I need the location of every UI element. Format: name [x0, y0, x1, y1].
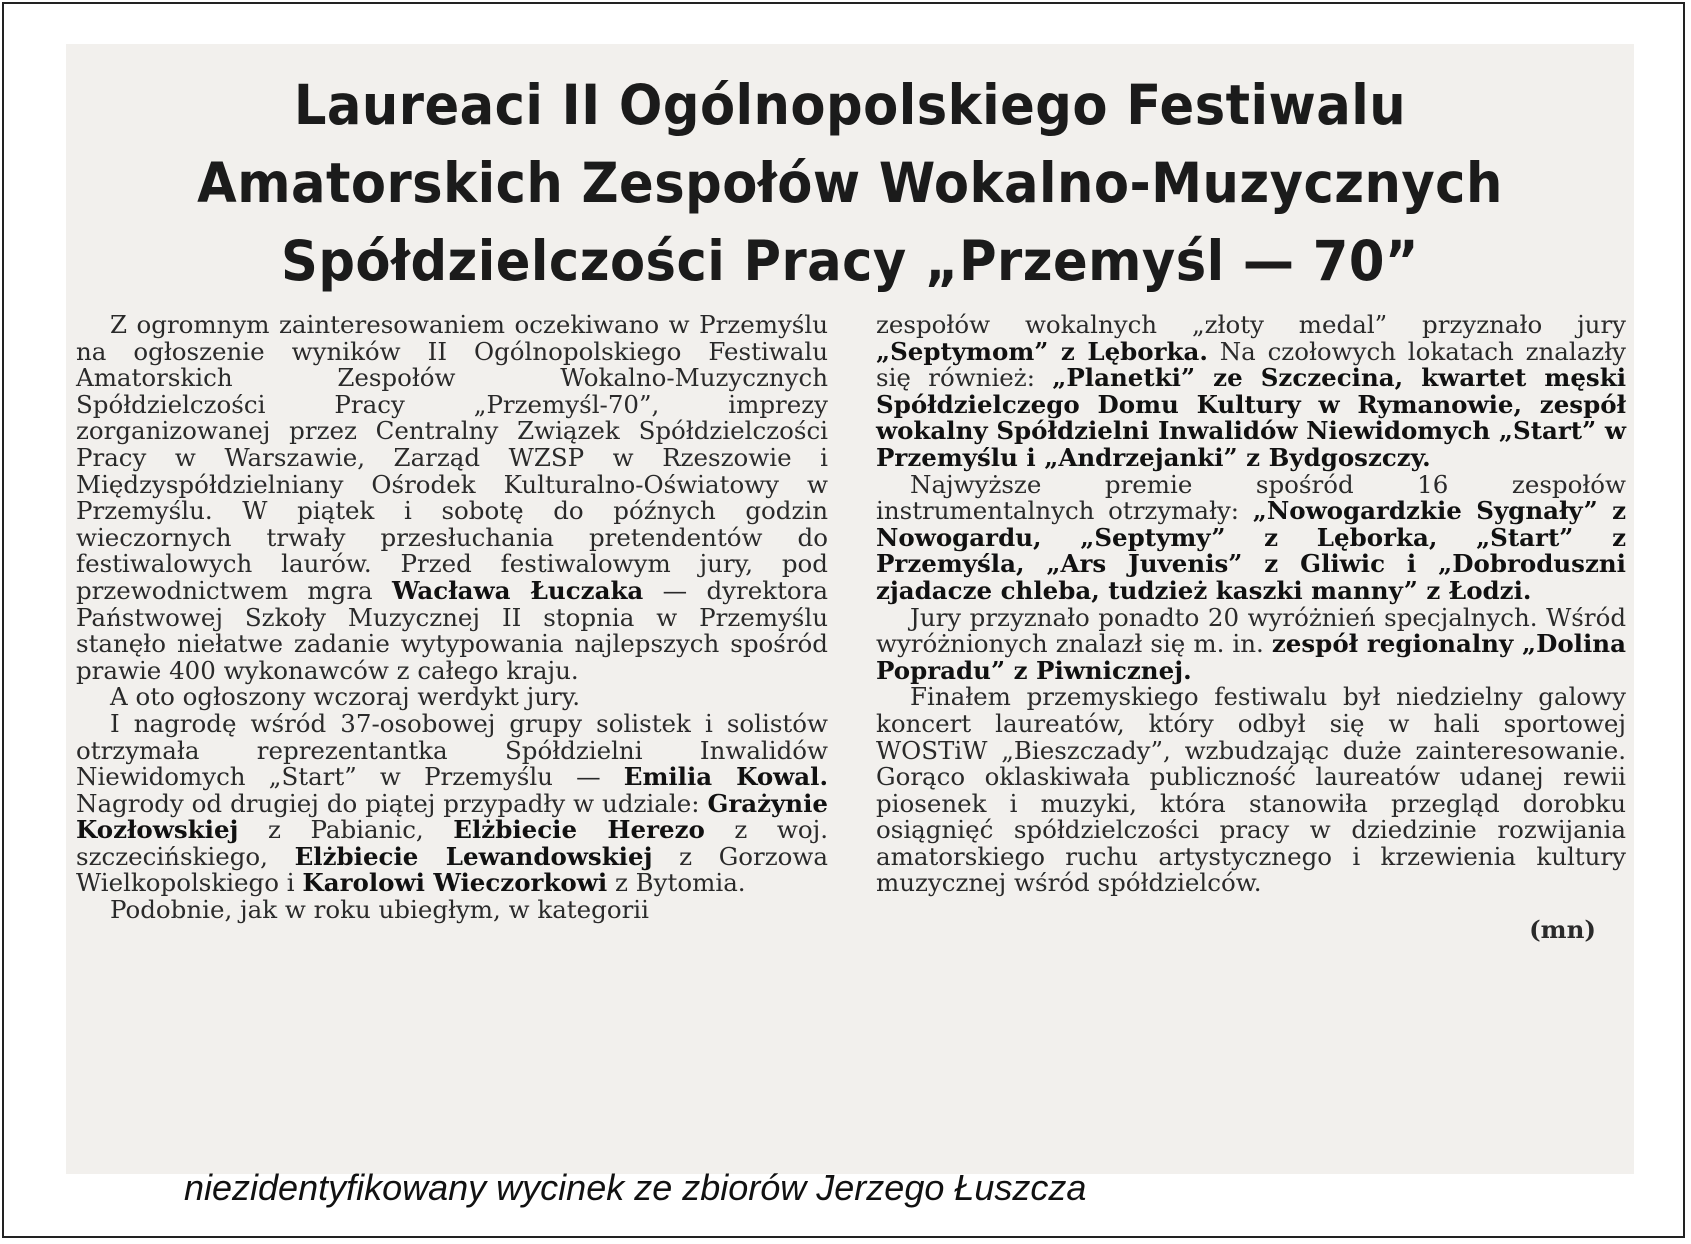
article-left-column [76, 312, 828, 924]
headline [66, 66, 1634, 300]
author-signature: (mn) [1529, 915, 1596, 945]
article-right-column [876, 312, 1626, 944]
source-caption: niezidentyfikowany wycinek ze zbiorów Jerzego Łuszcza [184, 1167, 1087, 1208]
right-paragraph-2: Najwyższe premie spośród 16 zespołów instrumentalnych otrzymały: „Nowogardzkie Sygnały” z Nowogardu, „Septymy” z Lęborka, „Start” z Przemyśla, „Ars Juvenis” z Gliwic i „Dobroduszni zjadacze chleba, tudzież kaszki manny” z Łodzi. [876, 469, 1626, 605]
newspaper-clipping [66, 44, 1634, 1174]
left-paragraph-3: I nagrodę wśród 37-osobowej grupy solistek i solistów otrzymała reprezentantka Spółdzielni Inwalidów Niewidomych „Start” w Przemyślu — Emilia Kowal. Nagrody od drugiej do piątej przypadły w udziale: Grażynie Kozłowskiej z Pabianic, Elżbiecie Herezo z woj. szczecińskiego, Elżbiecie Lewandowskiej z Gorzowa Wielkopolskiego i Karolowi Wieczorkowi z Bytomia. [76, 708, 828, 898]
page-frame [2, 2, 1685, 1238]
headline-line-1: Laureaci II Ogólnopolskiego Festiwalu [293, 73, 1407, 137]
headline-line-3: Spółdzielczości Pracy „Przemyśl — 70” [281, 229, 1419, 293]
left-paragraph-2: A oto ogłoszony wczoraj werdykt jury. [110, 682, 581, 712]
left-paragraph-1: Z ogromnym zainteresowaniem oczekiwano w Przemyślu na ogłoszenie wyników II Ogólnopolskiego Festiwalu Amatorskich Zespołów Wokalno-Muzycznych Spółdzielczości Pracy „Przemyśl-70”, imprezy zorganizowanej przez Centralny Związek Spółdzielczości Pracy w Warszawie, Zarząd WZSP w Rzeszowie i Międzyspółdzielniany Ośrodek Kulturalno-Oświatowy w Przemyślu. W piątek i sobotę do późnych godzin wieczornych trwały przesłuchania pretendentów do festiwalowych laurów. Przed festiwalowym jury, pod przewodnictwem mgra Wacława Łuczaka — dyrektora Państwowej Szkoły Muzycznej II stopnia w Przemyślu stanęło niełatwe zadanie wytypowania najlepszych spośród prawie 400 wykonawców z całego kraju. [76, 310, 828, 685]
right-paragraph-1: zespołów wokalnych „złoty medal” przyznało jury „Septymom” z Lęborka. Na czołowych lokatach znalazły się również: „Planetki” ze Szczecina, kwartet męski Spółdzielczego Domu Kultury w Rymanowie, zespół wokalny Spółdzielni Inwalidów Niewidomych „Start” w Przemyślu i „Andrzejanki” z Bydgoszczy. [876, 310, 1627, 472]
left-paragraph-4: Podobnie, jak w roku ubiegłym, w kategorii [110, 895, 649, 925]
right-paragraph-4: Finałem przemyskiego festiwalu był niedzielny galowy koncert laureatów, który odbył się w hali sportowej WOSTiW „Bieszczady”, wzbudzając duże zainteresowanie. Gorąco oklaskiwała publiczność laureatów udanej rewii piosenek i muzyki, która stanowiła przegląd dorobku osiągnięć spółdzielczości pracy w dziedzinie rozwijania amatorskiego ruchu artystycznego i krzewienia kultury muzycznej wśród spółdzielców. [876, 682, 1626, 898]
headline-line-2: Amatorskich Zespołów Wokalno-Muzycznych [197, 151, 1503, 215]
right-paragraph-3: Jury przyznało ponadto 20 wyróżnień specjalnych. Wśród wyróżnionych znalazł się m. in. zespół regionalny „Dolina Popradu” z Piwnicznej. [876, 602, 1626, 685]
